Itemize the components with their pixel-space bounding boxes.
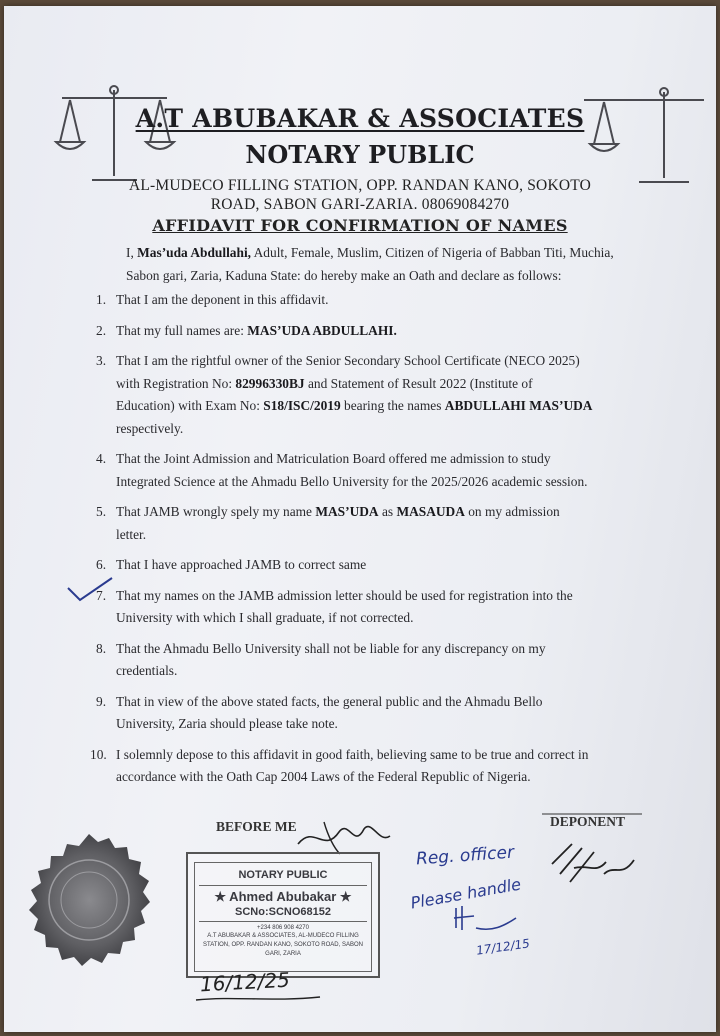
- intro-paragraph: I, Mas’uda Abdullahi, Adult, Female, Muslim, Citizen of Nigeria of Babban Titi, Muchia, Sabon gari, Zaria, Kaduna State: do hereby make an Oath and declare as follows:: [126, 245, 614, 283]
- document-title: AFFIDAVIT FOR CONFIRMATION OF NAMES: [152, 216, 568, 235]
- affidavit-body: [4, 242, 716, 789]
- minute-reg-officer: Reg. officer: [415, 842, 515, 870]
- affidavit-page: [4, 6, 716, 1032]
- clause-2: 2. That my full names are: MAS’UDA ABDULLAHI.: [96, 322, 397, 338]
- clause-3: 3. That I am the rightful owner of the Senior Secondary School Certificate (NECO 2025) with Registration No: 82996330BJ and Statement of Result 2022 (Institute of Education) with Exam No: S18/ISC/2019 bearing the names ABDULLAHI MAS’UDA respectively.: [96, 353, 593, 436]
- deponent-name: Mas’uda Abdullahi,: [137, 245, 252, 260]
- address-line-1: AL-MUDECO FILLING STATION, OPP. RANDAN KANO, SOKOTO: [128, 177, 592, 194]
- notary-stamp: NOTARY PUBLIC ★ Ahmed Abubakar ★ SCNo:SCNO68152 +234 806 908 4270 A.T ABUBAKAR & ASSOCIATES, AL-MUDECO FILLING STATION, OPP. RANDAN KANO, SOKOTO ROAD, SABON GARI, ZARIA: [186, 852, 380, 978]
- deponent-label: DEPONENT: [550, 814, 626, 829]
- clause-9: 9. That in view of the above stated facts, the general public and the Ahmadu Bello University, Zaria should please take note.: [96, 693, 543, 731]
- date-underline: [194, 994, 324, 1004]
- clause-8: 8. That the Ahmadu Bello University shall not be liable for any discrepancy on my credentials.: [96, 640, 546, 678]
- clause-10: 10. I solemnly depose to this affidavit in good faith, believing same to be true and correct in accordance with the Oath Cap 2004 Laws of the Federal Republic of Nigeria.: [90, 746, 589, 784]
- officer-initials: [452, 904, 522, 934]
- deponent-signature: [544, 834, 644, 894]
- minute-date: 17/12/15: [475, 936, 531, 958]
- clause-7: 7. That my names on the JAMB admission letter should be used for registration into the University with which I shall graduate, if not corrected.: [96, 587, 573, 625]
- clause-6: 6. That I have approached JAMB to correct same: [96, 557, 367, 572]
- scale-of-justice-right-icon: [564, 82, 714, 192]
- clause-5: 5. That JAMB wrongly spely my name MAS’UDA as MASAUDA on my admission letter.: [96, 504, 560, 542]
- clause-1: 1. That I am the deponent in this affidavit.: [96, 292, 329, 307]
- handwritten-date: 16/12/25: [199, 967, 291, 997]
- clause-4: 4. That the Joint Admission and Matriculation Board offered me admission to study Integrated Science at the Ahmadu Bello University for the 2025/2026 academic session.: [96, 451, 588, 489]
- firm-name: A.T ABUBAKAR & ASSOCIATES: [135, 104, 585, 133]
- embossed-seal-icon: [14, 832, 164, 1010]
- before-me-label: BEFORE ME: [216, 819, 297, 834]
- scale-of-justice-left-icon: [52, 80, 202, 190]
- check-mark-icon: [66, 576, 116, 604]
- minute-please-handle: Please handle: [409, 874, 523, 913]
- notary-public-heading: NOTARY PUBLIC: [245, 140, 475, 169]
- address-line-2: ROAD, SABON GARI-ZARIA. 08069084270: [210, 196, 510, 213]
